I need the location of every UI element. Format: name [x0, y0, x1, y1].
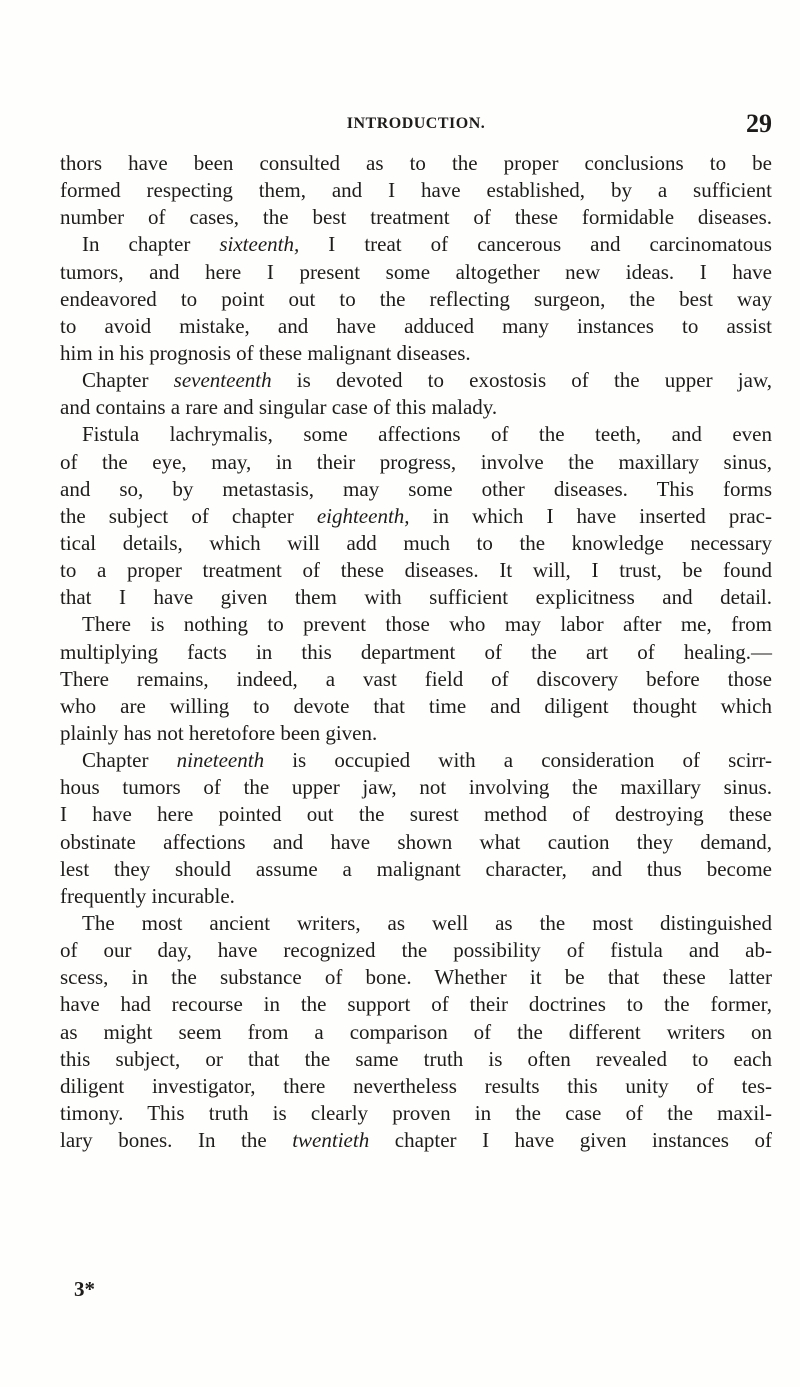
text-line [60, 286, 772, 313]
line-text: this subject, or that the same truth is often revealed to each [60, 1046, 772, 1071]
line-text: formed respecting them, and I have established, by a sufficient [60, 178, 772, 203]
line-text: of our day, have recognized the possibility of fistula and ab- [60, 938, 772, 963]
line-text: chapter I have given instances of [369, 1128, 772, 1153]
line-text: I treat of cancerous and carcinomatous [299, 232, 772, 257]
line-text: lary bones. In the [60, 1128, 293, 1153]
line-text: is occupied with a consideration of scirr- [264, 748, 772, 773]
line-text: that I have given them with sufficient explicitness and detail. [60, 585, 772, 610]
line-text: Chapter [82, 368, 174, 393]
text-line [60, 1019, 772, 1046]
line-text: There is nothing to prevent those who may labor after me, from [82, 612, 772, 637]
text-line [60, 421, 772, 448]
line-text: who are willing to devote that time and diligent thought which [60, 693, 772, 718]
line-text: obstinate affections and have shown what caution they demand, [60, 829, 772, 854]
line-text: scess, in the substance of bone. Whether it be that these latter [60, 965, 772, 990]
text-line [60, 747, 772, 774]
text-line [60, 720, 772, 747]
text-line [60, 829, 772, 856]
text-line [60, 910, 772, 937]
line-text: the subject of chapter [60, 503, 317, 528]
text-line [60, 259, 772, 286]
text-line [60, 449, 772, 476]
running-head-title: INTRODUCTION. [346, 115, 486, 132]
text-line [60, 639, 772, 666]
text-line [60, 557, 772, 584]
text-line [60, 1127, 772, 1154]
text-line [60, 476, 772, 503]
line-text: diligent investigator, there nevertheless results this unity of tes- [60, 1073, 772, 1098]
line-text: The most ancient writers, as well as the most distinguished [82, 910, 772, 935]
italic-text: eighteenth, [316, 503, 410, 528]
signature-mark: 3* [74, 1277, 95, 1301]
line-text: lest they should assume a malignant character, and thus become [60, 856, 772, 881]
text-line [60, 394, 772, 421]
italic-text: nineteenth [176, 748, 265, 773]
italic-text: twentieth [292, 1128, 370, 1153]
line-text: in which I have inserted prac- [409, 503, 772, 528]
line-text: frequently incurable. [60, 883, 235, 908]
body-text [60, 150, 772, 1154]
text-line [60, 801, 772, 828]
line-text: and contains a rare and singular case of this malady. [60, 395, 498, 420]
line-text: tical details, which will add much to the knowledge necessary [60, 530, 772, 555]
line-text: I have here pointed out the surest method of destroying these [60, 802, 772, 827]
line-text: to a proper treatment of these diseases. It will, I trust, be found [60, 558, 772, 583]
text-line [60, 693, 772, 720]
line-text: thors have been consulted as to the proper conclusions to be [60, 151, 772, 175]
line-text: Chapter [82, 748, 177, 773]
text-line [60, 774, 772, 801]
text-line [60, 1073, 772, 1100]
italic-text: seventeenth [173, 368, 272, 393]
line-text: him in his prognosis of these malignant diseases. [60, 340, 471, 365]
line-text: plainly has not heretofore been given. [60, 720, 378, 745]
text-line [60, 937, 772, 964]
text-line [60, 150, 772, 177]
line-text: multiplying facts in this department of the art of healing.— [60, 639, 772, 664]
text-line [60, 883, 772, 910]
line-text: tumors, and here I present some altogether new ideas. I have [60, 259, 772, 284]
text-line [60, 177, 772, 204]
line-text: There remains, indeed, a vast field of discovery before those [60, 666, 772, 691]
text-line [60, 1100, 772, 1127]
running-head [60, 109, 772, 139]
line-text: number of cases, the best treatment of these formidable diseases. [60, 205, 772, 230]
text-line [60, 340, 772, 367]
text-line [60, 991, 772, 1018]
line-text: Fistula lachrymalis, some affections of the teeth, and even [82, 422, 772, 447]
italic-text: sixteenth, [219, 232, 300, 257]
text-line [60, 1046, 772, 1073]
line-text: is devoted to exostosis of the upper jaw, [271, 368, 772, 393]
line-text: hous tumors of the upper jaw, not involving the maxillary sinus. [60, 775, 772, 800]
text-line [60, 530, 772, 557]
text-line [60, 964, 772, 991]
line-text: to avoid mistake, and have adduced many instances to assist [60, 313, 772, 338]
line-text: endeavored to point out to the reflecting surgeon, the best way [60, 286, 772, 311]
line-text: In chapter [82, 232, 220, 257]
line-text: of the eye, may, in their progress, involve the maxillary sinus, [60, 449, 772, 474]
text-line [60, 666, 772, 693]
line-text: as might seem from a comparison of the different writers on [60, 1019, 772, 1044]
line-text: timony. This truth is clearly proven in the case of the maxil- [60, 1100, 772, 1125]
text-line [60, 611, 772, 638]
page-number: 29 [746, 109, 772, 138]
text-line [60, 367, 772, 394]
line-text: have had recourse in the support of their doctrines to the former, [60, 992, 772, 1017]
line-text: and so, by metastasis, may some other diseases. This forms [60, 476, 772, 501]
text-line [60, 231, 772, 258]
text-line [60, 856, 772, 883]
text-line [60, 584, 772, 611]
text-line [60, 313, 772, 340]
text-line [60, 503, 772, 530]
text-line [60, 204, 772, 231]
